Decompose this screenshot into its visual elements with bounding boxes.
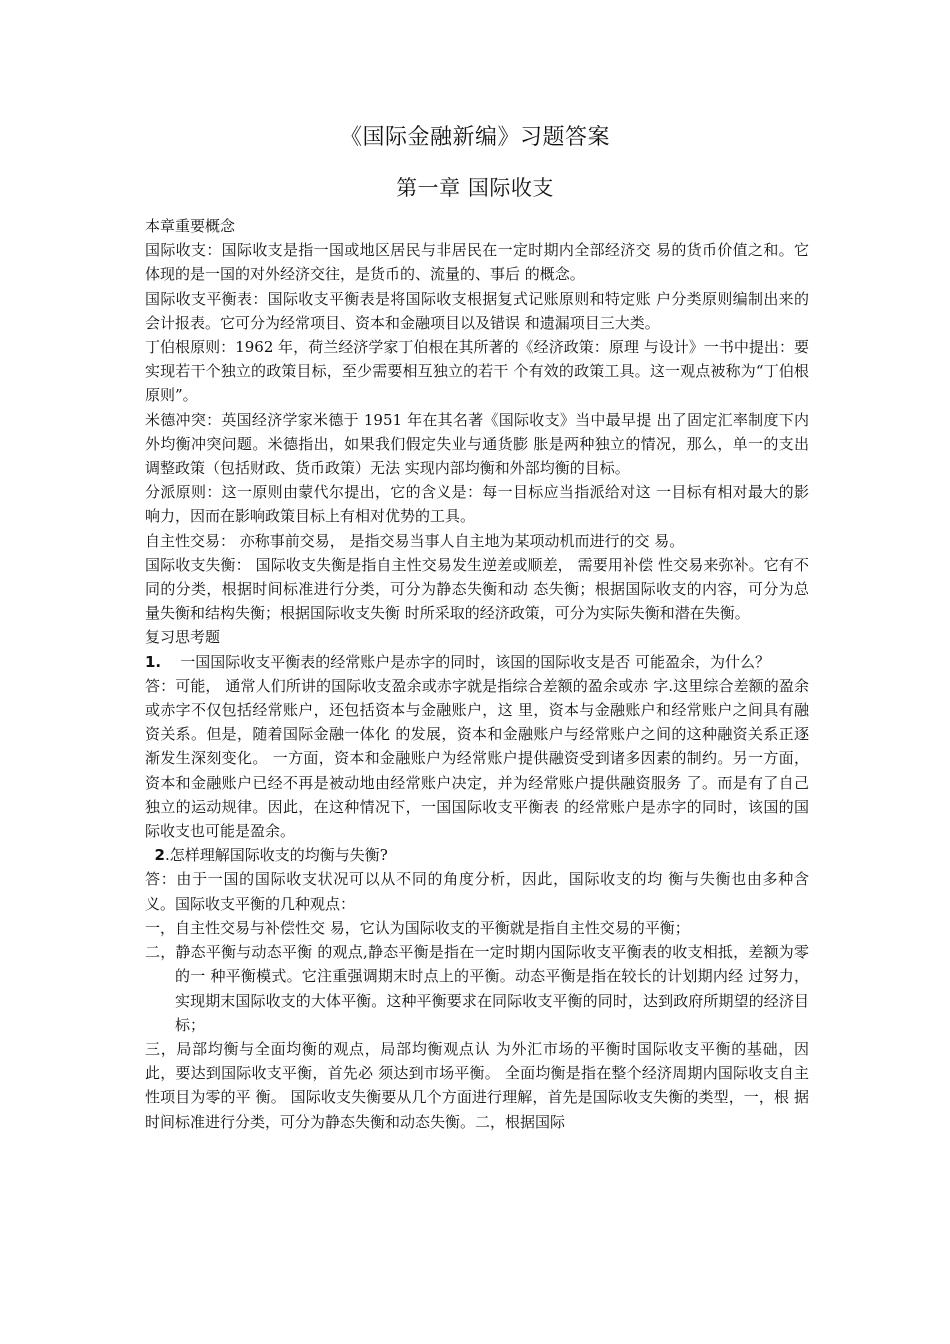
concept-paragraph: 国际收支平衡表：国际收支平衡表是将国际收支根据复式记账原则和特定账 户分类原则编制出来的会计报表。它可分为经常项目、资本和金融项目以及错误 和遗漏项目三大类。 (145, 289, 809, 332)
concept-paragraph: 分派原则：这一原则由蒙代尔提出，它的含义是：每一目标应当指派给对这 一目标有相对最大的影响力，因而在影响政策目标上有相对优势的工具。 (145, 483, 809, 526)
chapter-title: 第一章 国际收支 (396, 176, 554, 200)
concept-paragraph: 自主性交易： 亦称事前交易， 是指交易当事人自主地为某项动机而进行的交 易。 (145, 531, 685, 550)
question-text: 一国国际收支平衡表的经常账户是赤字的同时，该国的国际收支是否 可能盈余，为什么？ (180, 652, 770, 671)
concept-paragraph: 国际收支失衡： 国际收支失衡是指自主性交易发生逆差或顺差， 需要用补偿 性交易来弥补。它有不同的分类，根据时间标准进行分类，可分为静态失衡和动 态失衡；根据国际收支的内容，可分为总量失衡和结构失衡；根据国际收支失衡 时所采取的经济政策，可分为实际失衡和潜在失衡。 (145, 555, 809, 623)
answer-1: 答：可能， 通常人们所讲的国际收支盈余或赤字就是指综合差额的盈余或赤 字.这里综合差额的盈余或赤字不仅包括经常账户，还包括资本与金融账户，这 里，资本与金融账户和经常账户之间具有融资关系。但是，随着国际金融一体化 的发展，资本和金融账户与经常账户之间的这种融资关系正逐渐发生深刻变化。 一方面，资本和金融账户为经常账户提供融资受到诸多因素的制约。另一方面，资本和金融账户已经不再是被动地由经常账户决定，并为经常账户提供融资服务 了。而是有了自己独立的运动规律。因此，在这种情况下，一国国际收支平衡表 的经常账户是赤字的同时，该国的国际收支也可能是盈余。 (145, 676, 809, 841)
document-body (145, 214, 809, 1134)
section-heading-concepts: 本章重要概念 (145, 217, 236, 235)
answer-2-point: 二，静态平衡与动态平衡 的观点,静态平衡是指在一定时期内国际收支平衡表的收支相抵，差额为零的一 种平衡模式。它注重强调期末时点上的平衡。动态平衡是指在较长的计划期内经 过努力，实现期末国际收支的大体平衡。这种平衡要求在同际收支平衡的同时，达到政府所期望的经济目标； (145, 943, 809, 1034)
section-heading-review: 复习思考题 (145, 628, 221, 647)
document-title: 《国际金融新编》习题答案 (339, 125, 610, 150)
concept-paragraph: 米德冲突：英国经济学家米德于 1951 年在其名著《国际收支》当中最早提 出了固定汇率制度下内外均衡冲突问题。米德指出，如果我们假定失业与通货膨 胀是两种独立的情况，那么，单一的支出调整政策（包括财政、货币政策）无法 实现内部均衡和外部均衡的目标。 (145, 410, 809, 478)
question-1 (145, 650, 809, 674)
question-number: 1. (145, 652, 162, 671)
question-2 (145, 843, 809, 867)
answer-2-point: 三，局部均衡与全面均衡的观点，局部均衡观点认 为外汇市场的平衡时国际收支平衡的基础，因此，要达到国际收支平衡，首先必 须达到市场平衡。 全面均衡是指在整个经济周期内国际收支自主性项目为零的平 衡。 国际收支失衡要从几个方面进行理解，首先是国际收支失衡的类型，一，根 据时间标准进行分类，可分为静态失衡和动态失衡。二，根据国际 (145, 1039, 809, 1131)
concept-paragraph: 丁伯根原则：1962 年，荷兰经济学家丁伯根在其所著的《经济政策：原理 与设计》一书中提出：要实现若干个独立的政策目标，至少需要相互独立的若干 个有效的政策工具。这一观点被称为“丁伯根原则”。 (145, 338, 809, 405)
answer-2-intro: 答：由于一国的国际收支状况可以从不同的角度分析，因此，国际收支的均 衡与失衡也由多种含义。国际收支平衡的几种观点： (145, 870, 809, 913)
concept-paragraph: 国际收支：国际收支是指一国或地区居民与非居民在一定时期内全部经济交 易的货币价值之和。它体现的是一国的对外经济交往，是货币的、流量的、事后 的概念。 (145, 241, 809, 284)
answer-2-point: 一，自主性交易与补偿性交 易，它认为国际收支的平衡就是指自主性交易的平衡； (145, 918, 690, 937)
question-number: 2 (154, 846, 165, 865)
question-text: .怎样理解国际收支的均衡与失衡? (164, 846, 388, 865)
